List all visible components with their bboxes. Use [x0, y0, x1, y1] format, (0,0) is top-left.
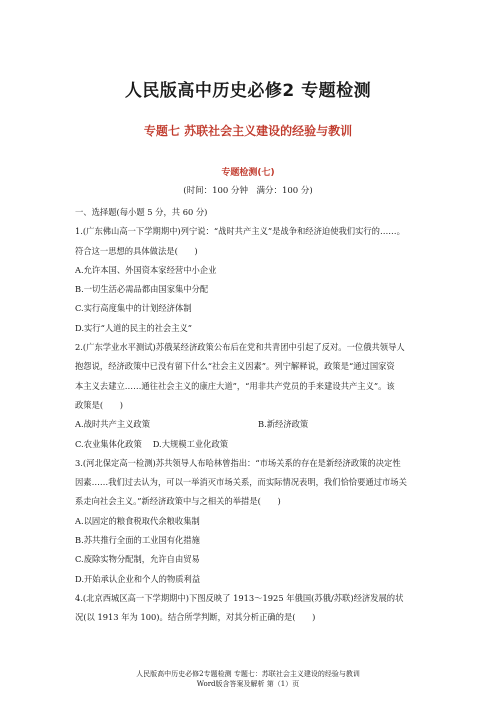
question-1-stem-line: 符合这一思想的具体做法是( )	[75, 245, 198, 256]
question-3-option-c: C.废除实物分配制，允许自由贸易	[75, 554, 200, 565]
question-1-option-c: C.实行高度集中的计划经济体制	[75, 303, 192, 314]
question-3-stem-line: 3.(河北保定高一检测)苏共领导人布哈林曾指出：“市场关系的存在是新经济政策的决定性	[75, 457, 401, 468]
question-2-stem-line: 抱怨说，经济政策中已没有留下什么“社会主义因素”。列宁解释说，政策是“通过国家资	[75, 361, 395, 372]
document-title: 人民版高中历史必修2 专题检测	[124, 81, 372, 101]
test-meta: (时间：100 分钟 满分：100 分)	[183, 186, 313, 196]
question-3-stem-line: 系走向社会主义。”新经济政策中与之相关的举措是( )	[75, 496, 281, 507]
footer-line-1: 人民版高中历史必修2专题检测 专题七：苏联社会主义建设的经验与教训	[136, 670, 360, 678]
question-1-option-d: D.实行“人道的民主的社会主义”	[75, 322, 193, 333]
question-2-stem-line: 2.(广东学业水平测试)苏俄某经济政策公布后在党和共青团中引起了反对。一位俄共领导人	[75, 342, 405, 353]
question-3-stem-line: 因素……我们过去认为，可以一举消灭市场关系，而实际情况表明，我们恰恰要通过市场关	[75, 477, 407, 488]
question-2-option-a: A.战时共产主义政策	[75, 419, 151, 430]
footer-line-2: Word版含答案及解析 第（1）页	[196, 680, 300, 688]
question-1-stem-line: 1.(广东佛山高一下学期期中)列宁说：“战时共产主义”是战争和经济迫使我们实行的……。	[75, 226, 405, 237]
question-2-options-cd: C.农业集体化政策 D.大规模工业化政策	[75, 438, 229, 449]
test-title: 专题检测(七)	[221, 168, 275, 178]
page-footer	[0, 669, 496, 689]
question-3-option-a: A.以固定的粮食税取代余粮收集制	[75, 515, 200, 526]
document-subtitle: 专题七 苏联社会主义建设的经验与教训	[143, 124, 353, 138]
question-1-option-a: A.允许本国、外国资本家经营中小企业	[75, 264, 217, 275]
question-2-option-b: B.新经济政策	[258, 419, 309, 430]
question-3-option-d: D.开始承认企业和个人的物质利益	[75, 573, 201, 584]
question-3-option-b: B.苏共推行全面的工业国有化措施	[75, 535, 200, 546]
question-4-stem-line: 况(以 1913 年为 100)。结合所学判断，对其分析正确的是( )	[75, 612, 316, 623]
question-4-stem-line: 4.(北京西城区高一下学期期中)下图反映了 1913～1925 年俄国(苏俄/苏联)经济发展的状	[75, 592, 404, 603]
question-content	[75, 203, 425, 628]
question-2-stem-line: 政策是( )	[75, 399, 123, 410]
section-heading: 一、选择题(每小题 5 分，共 60 分)	[75, 207, 208, 217]
question-1-option-b: B.一切生活必需品都由国家集中分配	[75, 284, 209, 295]
question-2-options-row	[75, 415, 425, 434]
question-2-stem-line: 本主义去建立……通往社会主义的康庄大道”，“用非共产党员的手来建设共产主义”。该	[75, 380, 395, 391]
